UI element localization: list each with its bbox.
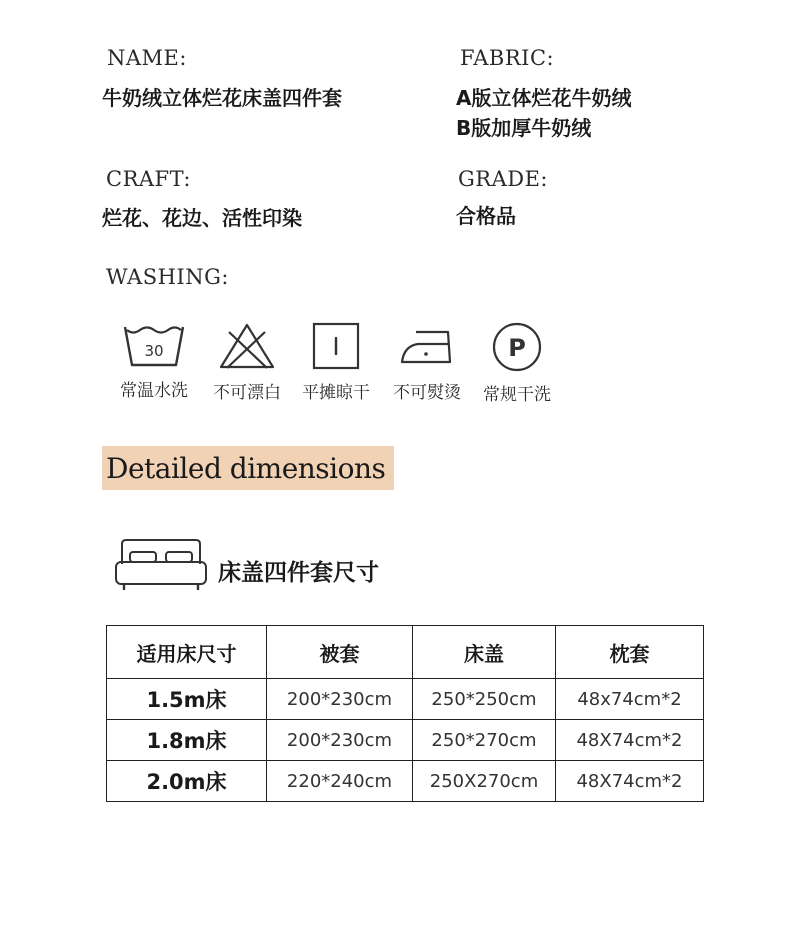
cell-pillowcase: 48X74cm*2	[556, 720, 704, 761]
size-title: 床盖四件套尺寸	[218, 560, 379, 586]
grade-label: GRADE:	[458, 167, 548, 191]
care-label-dry-clean: 常规干洗	[483, 385, 551, 405]
craft-label: CRAFT:	[106, 167, 191, 191]
header-duvet-cover: 被套	[267, 626, 413, 679]
table-row	[107, 720, 704, 761]
header-bedspread: 床盖	[413, 626, 556, 679]
no-bleach-icon	[218, 322, 276, 370]
cell-bed-size: 1.8m床	[107, 720, 267, 761]
name-value: 牛奶绒立体烂花床盖四件套	[102, 86, 342, 110]
cell-bedspread: 250*250cm	[413, 679, 556, 720]
cell-duvet-cover: 220*240cm	[267, 761, 413, 802]
dimensions-table	[106, 625, 704, 802]
table-row	[107, 761, 704, 802]
cell-pillowcase: 48X74cm*2	[556, 761, 704, 802]
header-bed-size: 适用床尺寸	[107, 626, 267, 679]
cell-pillowcase: 48x74cm*2	[556, 679, 704, 720]
wash-30-icon	[123, 322, 185, 368]
care-label-no-bleach: 不可漂白	[213, 383, 281, 403]
dry-clean-p-icon	[491, 322, 543, 372]
bed-icon	[114, 538, 208, 592]
dimensions-banner-text: Detailed dimensions	[106, 452, 386, 485]
craft-value: 烂花、花边、活性印染	[102, 206, 302, 230]
dimensions-banner	[102, 446, 394, 490]
name-label: NAME:	[107, 46, 187, 70]
fabric-value-b: B版加厚牛奶绒	[456, 116, 592, 140]
dry-clean-letter: P	[508, 334, 526, 362]
cell-bedspread: 250*270cm	[413, 720, 556, 761]
cell-bed-size: 2.0m床	[107, 761, 267, 802]
care-label-wash: 常温水洗	[120, 381, 188, 401]
care-label-no-iron: 不可熨烫	[393, 383, 461, 403]
fabric-label: FABRIC:	[460, 46, 555, 70]
no-iron-icon	[400, 322, 454, 370]
care-item-dry-flat	[291, 322, 381, 403]
washing-label: WASHING:	[106, 265, 229, 289]
care-item-no-bleach	[202, 322, 292, 403]
table-row	[107, 679, 704, 720]
care-item-no-iron	[382, 322, 472, 403]
cell-bedspread: 250X270cm	[413, 761, 556, 802]
fabric-value-a: A版立体烂花牛奶绒	[456, 86, 632, 110]
cell-duvet-cover: 200*230cm	[267, 720, 413, 761]
care-item-dry-clean	[472, 322, 562, 405]
grade-value: 合格品	[456, 204, 516, 228]
header-pillowcase: 枕套	[556, 626, 704, 679]
cell-bed-size: 1.5m床	[107, 679, 267, 720]
care-label-dry-flat: 平摊晾干	[302, 383, 370, 403]
wash-temp: 30	[144, 342, 164, 360]
table-header-row	[107, 626, 704, 679]
cell-duvet-cover: 200*230cm	[267, 679, 413, 720]
dry-flat-icon	[312, 322, 360, 370]
care-item-wash	[109, 322, 199, 401]
